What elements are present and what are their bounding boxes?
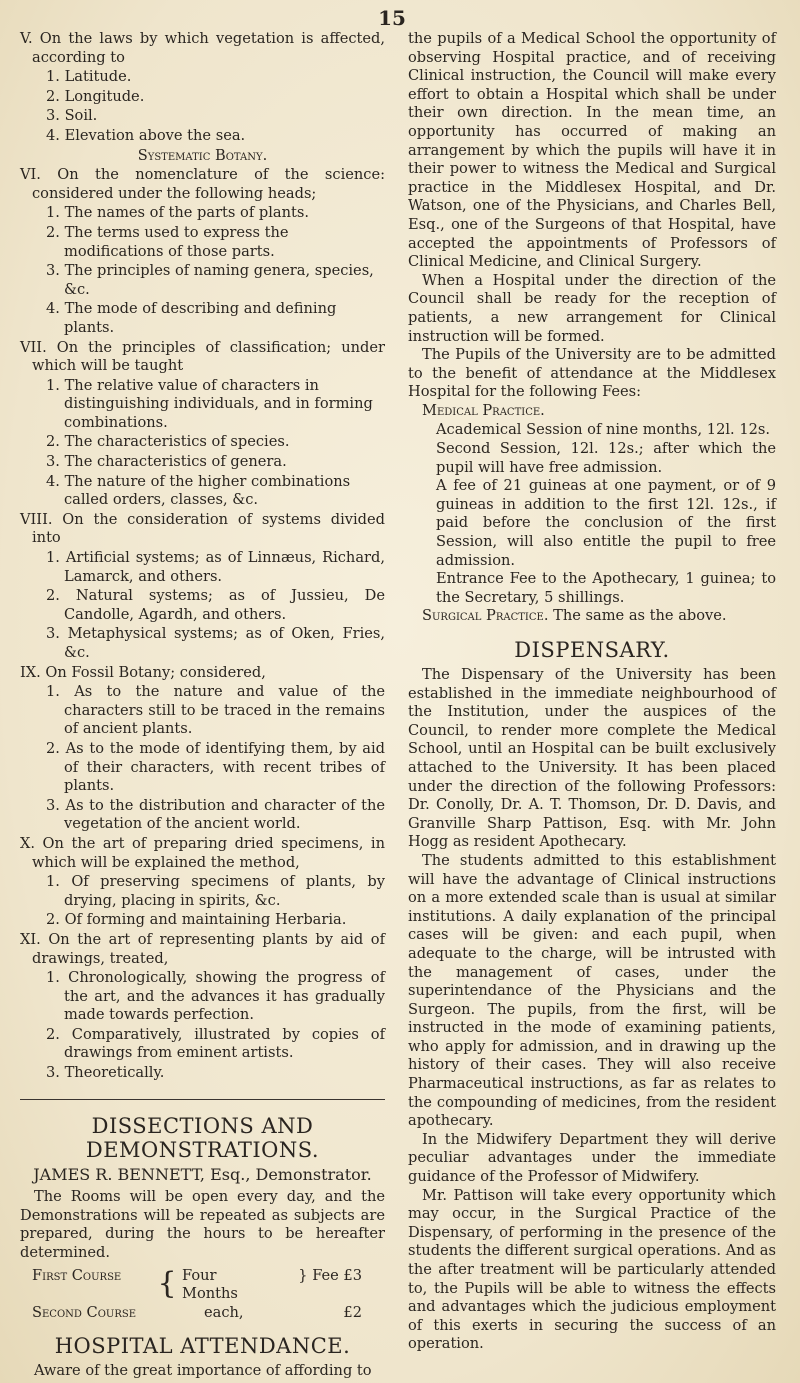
section-divider <box>20 1099 385 1100</box>
dissections-text: The Rooms will be open every day, and the Demonstrations will be repeated as subjects are prepared, during the hours to be hereafter determined. <box>20 1188 385 1262</box>
section-vii: VII. On the principles of classification; under which will be taught <box>20 338 385 375</box>
section-viii: VIII. On the consideration of systems divided into <box>20 510 385 547</box>
medical-practice-label: Medical Practice. <box>422 401 545 419</box>
surgical-practice-label: Surgical Practice. <box>422 607 549 625</box>
pattison-text: Mr. Pattison will take every opportunity which may occur, in the Surgical Practice of the Dispensary, of performing in the presence of the students the different surgical operations. And as the after treatment will be particularly attended to, the Pupils will be able to witness the effects and advantages which the judicious employment of this exerts in securing the success of an operation. <box>408 1186 776 1353</box>
list-item: 2. The characteristics of species. <box>46 433 290 451</box>
first-course-label: First Course <box>32 1266 122 1284</box>
each-label: each, <box>204 1303 244 1321</box>
dispensary-cases-text: The students admitted to this establishment will have the advantage of Clinical instructions on a more extended scale than is usual at similar institutions. A daily explanation of the principal cases will be given: and each pupil, when adequate to the charge, will be intrusted with the management of cases, under the superintendance of the Physicians and the Surgeon. The pupils, from the first, will be instructed in the mode of examining patients, who apply for admission, and in drawing up the history of their cases. They will also receive Pharmaceutical instructions, as far as relates to the compounding of medicines, from the resident apothecary. <box>408 851 776 1130</box>
list-item: 3. The characteristics of genera. <box>46 453 287 471</box>
list-item: 2. As to the mode of identifying them, by aid of their characters, with recent tribes of plants. <box>46 739 385 795</box>
page-number: 15 <box>378 6 406 30</box>
left-brace: { <box>157 1265 177 1301</box>
section-xi: XI. On the art of representing plants by aid of drawings, treated, <box>20 930 385 967</box>
demonstrator-name: JAMES R. BENNETT, Esq., Demonstrator. <box>33 1164 372 1184</box>
list-item: 2. Longitude. <box>46 87 145 105</box>
second-session: Second Session, 12l. 12s.; after which the pupil will have free admission. <box>436 440 776 476</box>
section-x: X. On the art of preparing dried specimens, in which will be explained the method, <box>20 834 385 871</box>
dispensary-title: DISPENSARY. <box>514 638 670 662</box>
academical-session: Academical Session of nine months, 12l. 12s. <box>436 421 771 439</box>
list-item: 1. Latitude. <box>46 68 132 86</box>
list-item: 1. As to the nature and value of the characters still to be traced in the remains of ancient plants. <box>46 683 385 738</box>
second-course-label: Second Course <box>32 1303 137 1321</box>
dissections-title: DISSECTIONS AND DEMONSTRATIONS. <box>85 1113 320 1162</box>
list-item: 1. The relative value of characters in distinguishing individuals, and in forming combinations. <box>46 376 373 431</box>
section-v <box>20 30 385 67</box>
section-vi: VI. On the nomenclature of the science: considered under the following heads; <box>20 166 385 202</box>
list-item: 4. The mode of describing and defining plants. <box>46 300 337 336</box>
medical-practice-heading <box>408 402 776 421</box>
list-item: 4. The nature of the higher combinations called orders, classes, &c. <box>46 472 351 509</box>
list-item: 3. The principles of naming genera, species, &c. <box>46 262 374 298</box>
list-item: 2. Of forming and maintaining Herbaria. <box>46 911 347 929</box>
list-item: 3. As to the distribution and character of the vegetation of the ancient world. <box>46 796 385 833</box>
list-item: 1. Of preserving specimens of plants, by drying, placing in spirits, &c. <box>46 873 385 909</box>
surgical-practice-text: The same as the above. <box>553 607 727 625</box>
course-fees <box>32 1267 385 1323</box>
dispensary-text: The Dispensary of the University has been established in the immediate neighbourhood of the Institution, under the auspices of the Council, to render more complete the Medical School, until an Hospital can be built exclusively attached to the University. It has been placed under the direction of the following Professors: Dr. Conolly, Dr. A. T. Thomson, Dr. D. Davis, and Granville Sharp Pattison, Esq. with Mr. John Hogg as resident Apothecary. <box>408 666 776 851</box>
entrance-fee: Entrance Fee to the Apothecary, 1 guinea; to the Secretary, 5 shillings. <box>436 570 776 606</box>
hospital-attendance-title: HOSPITAL ATTENDANCE. <box>54 1334 351 1359</box>
months-label: Four Months <box>182 1266 238 1303</box>
list-item: 2. Natural systems; as of Jussieu, De Candolle, Agardh, and others. <box>46 587 385 623</box>
fee-second: £2 <box>343 1303 362 1321</box>
pupils-fees-intro: The Pupils of the University are to be admitted to the benefit of attendance at the Middlesex Hospital for the following Fees: <box>408 346 776 401</box>
list-item: 2. Comparatively, illustrated by copies of drawings from eminent artists. <box>46 1025 385 1062</box>
surgical-practice <box>408 607 776 626</box>
list-item: 1. Artificial systems; as of Linnæus, Richard, Lamarck, and others. <box>46 549 385 585</box>
right-column <box>408 30 776 1354</box>
hospital-attendance-text: Aware of the great importance of affording to <box>34 1362 372 1380</box>
subheading-systematic-botany: Systematic Botany. <box>137 146 268 164</box>
list-item: 3. Soil. <box>46 107 98 125</box>
list-item: 3. Theoretically. <box>46 1064 165 1082</box>
list-item: 4. Elevation above the sea. <box>46 126 246 144</box>
fee-note: A fee of 21 guineas at one payment, or of 9 guineas in addition to the first 12l. 12s., if paid before the conclusion of the first Session, will also entitle the pupil to free admission. <box>436 477 776 569</box>
list-item: 1. The names of the parts of plants. <box>46 204 309 222</box>
fee-first: } Fee £3 <box>298 1266 362 1284</box>
hospital-direction-text: When a Hospital under the direction of the Council shall be ready for the reception of patients, a new arrangement for Clinical instruction will be formed. <box>408 271 776 345</box>
hospital-continued-text: the pupils of a Medical School the opportunity of observing Hospital practice, and of receiving Clinical instruction, the Council will make every effort to obtain a Hospital which shall be under their own direction. In the mean time, an opportunity has occurred of making an arrangement by which the pupils will have it in their power to witness the Medical and Surgical practice in the Middlesex Hospital, and Dr. Watson, one of the Physicians, and Charles Bell, Esq., one of the Surgeons of that Hospital, have accepted the appointments of Professors of Clinical Medicine, and Clinical Surgery. <box>408 30 776 271</box>
section-heading: V. On the laws by which vegetation is affected, according to <box>20 30 385 66</box>
list-item: 3. Metaphysical systems; as of Oken, Fries, &c. <box>46 625 385 661</box>
midwifery-text: In the Midwifery Department they will derive peculiar advantages under the immediate guidance of the Professor of Midwifery. <box>408 1130 776 1186</box>
list-item: 2. The terms used to express the modifications of those parts. <box>46 223 289 260</box>
list-item: 1. Chronologically, showing the progress of the art, and the advances it has gradually made towards perfection. <box>46 969 385 1024</box>
left-column <box>20 30 385 1381</box>
section-ix: IX. On Fossil Botany; considered, <box>20 663 266 681</box>
